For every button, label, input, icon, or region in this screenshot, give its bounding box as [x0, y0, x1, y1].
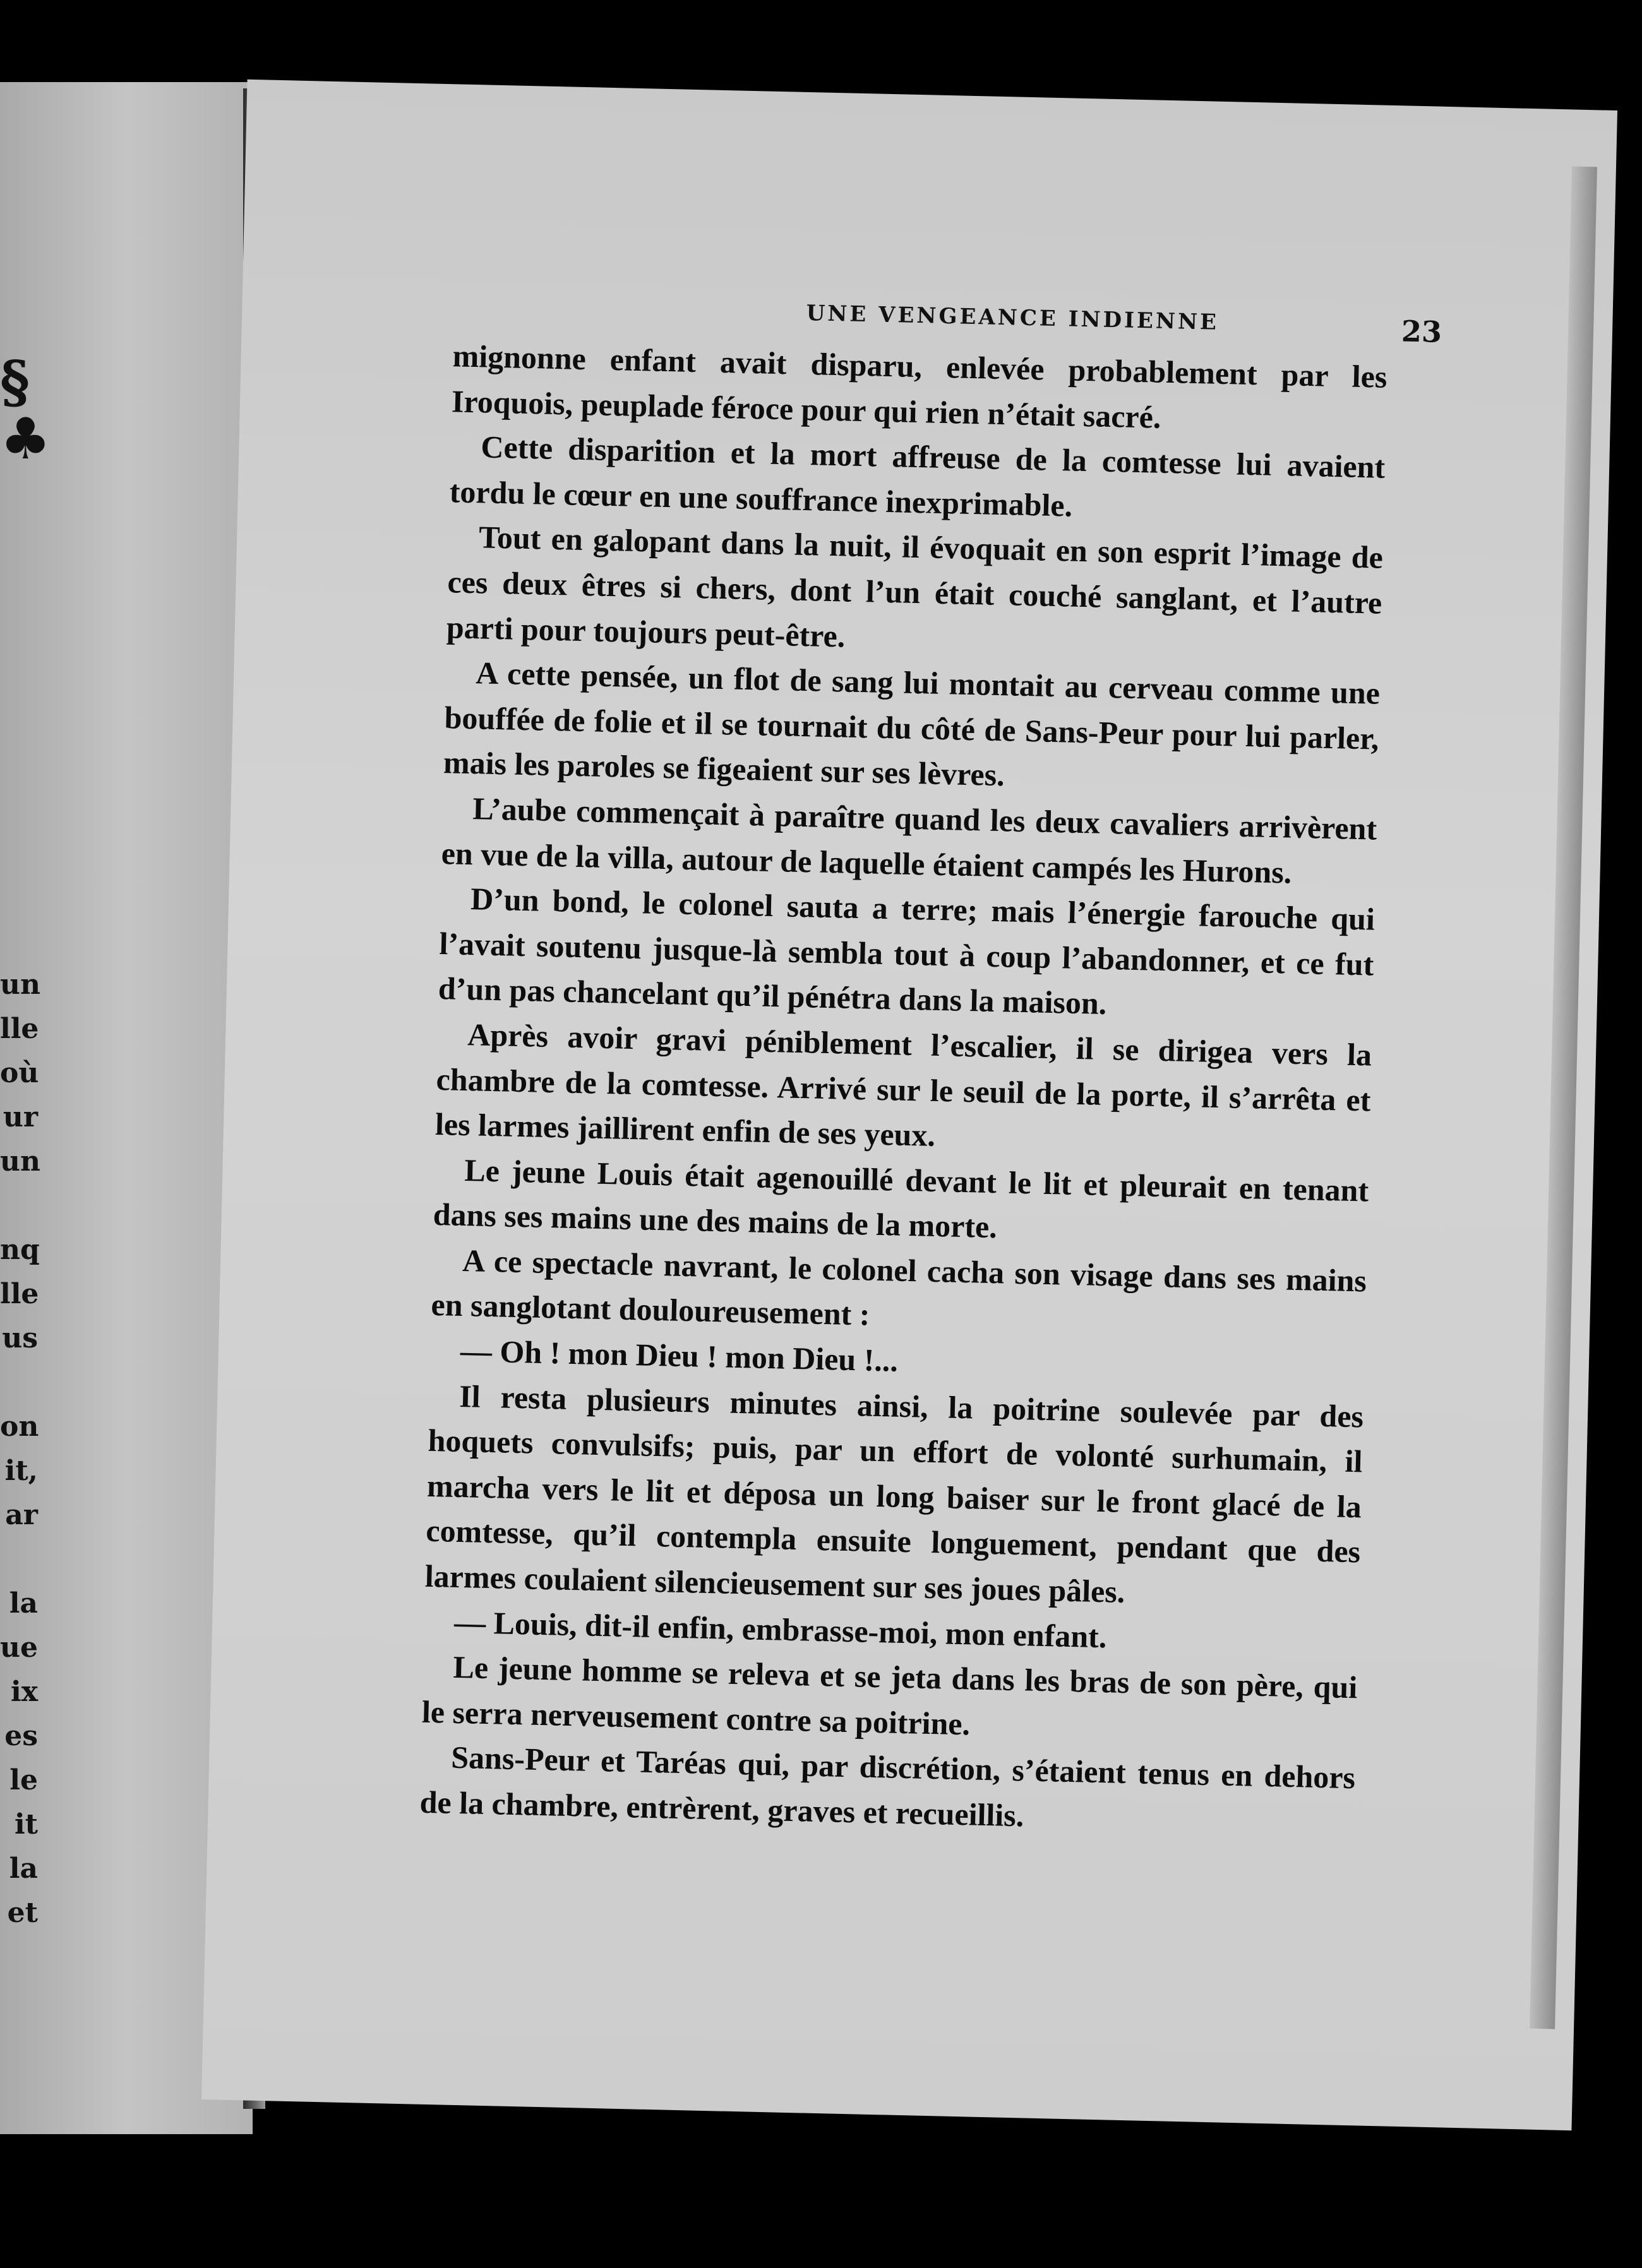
line-ending: it [14, 1808, 38, 1841]
line-ending: es [4, 1720, 38, 1752]
line-ending: nq [0, 1234, 40, 1266]
line-ending: et [7, 1897, 38, 1929]
paragraph: Tout en galopant dans la nuit, il évoquait en son esprit l’image de ces deux êtres si chers, dont l’un était couché sanglant, et l’autre parti pour toujours peut-être. [446, 519, 1384, 654]
paragraph: mignonne enfant avait disparu, enlevée probablement par les Iroquois, peuplade féroce pour qui rien n’était sacré. [451, 338, 1387, 435]
paragraph: D’un bond, le colonel sauta a terre; mais l’énergie farouche qui l’avait soutenu jusque-là sembla tout à coup l’abandonner, et ce fut d’un pas chancelant qu’il pénétra dans la maison. [438, 881, 1375, 1022]
paragraph: Sans-Peur et Taréas qui, par discrétion, s’étaient tenus en dehors de la chambre, entrèrent, graves et recueillis. [419, 1740, 1356, 1834]
line-gap [0, 1537, 38, 1582]
line-ending: ur [3, 1101, 38, 1133]
line-ending: ue [0, 1632, 38, 1664]
dialogue-line: — Louis, dit-il enfin, embrasse-moi, mon enfant. [453, 1604, 1107, 1654]
paragraph: A cette pensée, un flot de sang lui montait au cerveau comme une bouffée de folie et il se tournait du côté de Sans-Peur pour lui parler, mais les paroles se figeaient sur ses lèvres. [443, 655, 1381, 793]
paragraph: A ce spectacle navrant, le colonel cacha son visage dans ses mains en sanglotant douloureusement : [430, 1242, 1367, 1333]
line-ending: lle [0, 1013, 39, 1045]
line-ending: le [9, 1764, 38, 1796]
previous-page-line-endings [0, 963, 38, 1935]
line-gap [0, 1361, 38, 1405]
line-ending: it, [4, 1455, 38, 1487]
paragraph: Après avoir gravi péniblement l’escalier, il se dirigea vers la chambre de la comtesse. Arrivé sur le seuil de la porte, il s’arrêta et les larmes jaillirent enfin de ses yeux. [434, 1017, 1372, 1154]
line-ending: on [0, 1411, 39, 1443]
line-ending: ar [5, 1499, 38, 1531]
paragraph: Il resta plusieurs minutes ainsi, la poitrine soulevée par des hoquets convulsifs; puis, par un effort de volonté surhumain, il marcha vers le lit et déposa un long baiser sur le front glacé de la comtesse, qu’il contempla ensuite longuement, pendant que des larmes coulaient silencieusement sur ses joues pâles. [424, 1378, 1364, 1609]
dialogue-line: — Oh ! mon Dieu ! mon Dieu !... [460, 1333, 899, 1378]
page-number: 23 [1401, 314, 1442, 349]
book-page [201, 80, 1617, 2130]
line-ending: la [9, 1853, 38, 1885]
line-ending: ix [11, 1676, 38, 1708]
paragraph: L’aube commençait à paraître quand les deux cavaliers arrivèrent en vue de la villa, autour de laquelle étaient campés les Hurons. [441, 791, 1377, 890]
line-ending: lle [0, 1278, 39, 1310]
line-ending: un [0, 969, 40, 1001]
line-gap [0, 1184, 38, 1228]
paragraph: Le jeune Louis était agenouillé devant le lit et pleurait en tenant dans ses mains une des mains de la morte. [433, 1152, 1369, 1245]
ornament-icon: § ♣ [0, 349, 51, 472]
line-ending: où [0, 1057, 39, 1089]
paragraph: Le jeune homme se releva et se jeta dans les bras de son père, qui le serra nerveusement contre sa poitrine. [421, 1649, 1358, 1742]
line-ending: un [0, 1145, 40, 1178]
body-text [419, 333, 1387, 1846]
line-ending: us [2, 1322, 38, 1354]
page-edge-shadow [1530, 166, 1597, 2029]
paragraph: Cette disparition et la mort affreuse de la comtesse lui avaient tordu le cœur en une souffrance inexprimable. [449, 429, 1386, 523]
line-ending: la [9, 1587, 38, 1620]
running-head: UNE VENGEANCE INDIENNE [806, 300, 1220, 335]
